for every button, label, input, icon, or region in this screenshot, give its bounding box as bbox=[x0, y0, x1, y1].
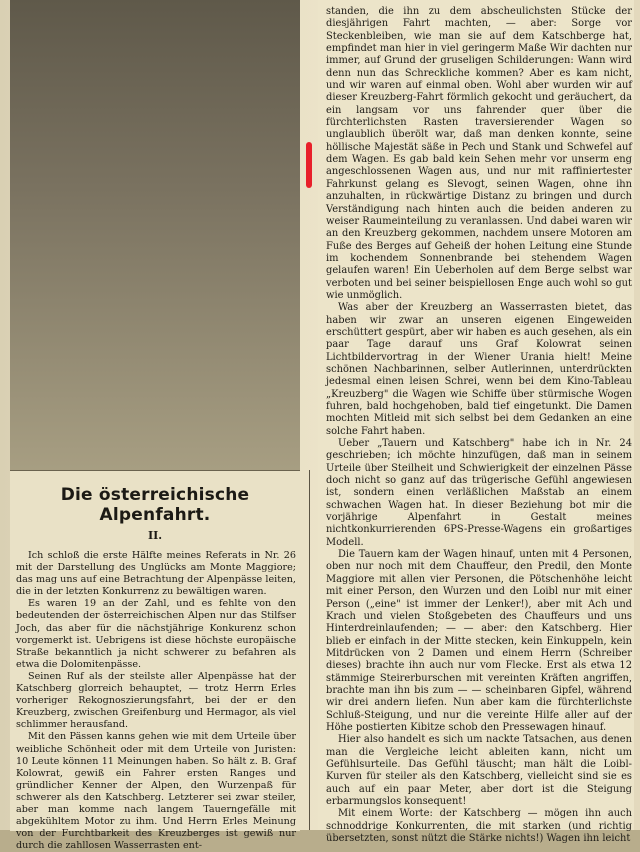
red-annotation-mark bbox=[306, 142, 312, 188]
paragraph: Mit den Pässen kanns gehen wie mit dem Urteile über weibliche Schönheit oder mit dem Urteile von Juristen: 10 Leute können 11 Meinungen haben. So hält z. B. Graf Kolowrat, gewiß ein Fahrer ersten Ranges und gründlicher Kenner der Alpen, den Wurzenpaß für schwerer als den Katschberg. Letzterer sei zwar steiler, aber man komme nach langem Tauerngefälle mit abgekühltem Motor zu ihm. Und Herrn Erles Meinung von der Furchtbarkeit des Kreuzberges ist gewiß nur durch die zahllosen Wasserrasten ent- bbox=[16, 731, 296, 852]
section-number: II. bbox=[147, 529, 163, 542]
paragraph: Es waren 19 an der Zahl, und es fehlte von den bedeutenden der österreichischen Alpen nur das Stilfser Joch, das aber für die nächstjährige Konkurenz schon vorgemerkt ist. Uebrigens ist diese höchste europäische Straße bekanntlich ja nicht schwerer zu befahren als etwa die Dolomitenpässe. bbox=[16, 598, 296, 670]
paragraph: standen, die ihn zu dem abscheulichsten Stücke der diesjährigen Fahrt machten, — aber: Sorge vor Steckenbleiben, wie man sie auf dem Katschberge hat, empfindet man hier in viel geringerm Maße Wir dachten nur immer, auf Grund der gruseligen Schilderungen: Wann wird denn nun das Schreckliche kommen? Aber es kam nicht, und wir waren auf einmal oben. Wohl aber wurden wir auf dieser Kreuzberg-Fahrt förmlich gekocht und geräuchert, da ein langsam vor uns fahrender quer über die fürchterlichsten Rasten traversierender Wagen so unglaublich überölt war, daß man denken konnte, seine höllische Majestät säße in Pech und Stank und Schwefel auf dem Wagen. Es gab bald kein Sehen mehr vor unserm eng angeschlossenen Wagen aus, und nur mit raffiniertester Fahrkunst gelang es Slevogt, seinen Wagen, ohne ihn anzuhalten, in rückwärtige Distanz zu bringen und durch Verständigung nach hinten auch die beiden anderen zu weiser Raumeinteilung zu veranlassen. Und dabei waren wir an den Kreuzberg gekommen, nachdem unsere Motoren am Fuße des Berges auf Geheiß der hohen Leitung eine Stunde im kochendem Sonnenbrande bei stehendem Wagen gelaufen waren! Ein Ueberholen auf dem Berge selbst war verboten und bei seiner beispiellosen Enge auch wohl so gut wie unmöglich. bbox=[326, 6, 632, 301]
paragraph: Ueber „Tauern und Katschberg" habe ich in Nr. 24 geschrieben; ich möchte hinzufügen, daß man in seinem Urteile über Steilheit und Schwierigkeit der einzelnen Pässe doch nicht so ganz auf das trügerische Gefühl angewiesen ist, sondern einen verläßlichen Maßstab an einem schwachen Wagen hat. In dieser Beziehung bot mir die vorjährige Alpenfahrt in Gestalt meines nichtkonkurrierenden 6PS-Presse-Wagens ein großartiges Modell. bbox=[326, 438, 632, 548]
paragraph: Die Tauern kam der Wagen hinauf, unten mit 4 Personen, oben nur noch mit dem Chauffeur, den Predil, den Monte Maggiore mit allen vier Personen, die Pötschenhöhe leicht mit einer Person, den Wurzen und den Loibl nur mit einer Person („eine" ist immer der Lenker!), aber mit Ach und Krach und vielen Stoßgebeten des Chauffeurs und uns Hinterdreinlaufenden; — — aber: den Katschberg. Hier blieb er einfach in der Mitte stecken, kein Einkuppeln, kein Mitdrücken von 2 Damen und einem Herrn (Schreiber dieses) brachte ihn auch nur vom Flecke. Erst als etwa 12 stämmige Steirerburschen mit vereinten Kräften angriffen, brachte man ihn bis zum — — scheinbaren Gipfel, während wir drei andern liefen. Nun aber kam die fürchterlichste Schluß-Steigung, und nur die vereinte Hilfe aller auf der Höhe postierten Kibitze schob den Pressewagen hinauf. bbox=[326, 549, 632, 733]
paragraph: Seinen Ruf als der steilste aller Alpenpässe hat der Katschberg glorreich behauptet, — trotz Herrn Erles vorheriger Rekognoszierungsfahrt, bei der er den Kreuzberg, zwischen Greifenburg und Hermagor, als viel schlimmer herausfand. bbox=[16, 670, 296, 731]
article-title: Die österreichische Alpenfahrt. bbox=[60, 485, 250, 525]
blank-upper-area bbox=[10, 0, 300, 470]
paragraph: Ich schloß die erste Hälfte meines Referats in Nr. 26 mit der Darstellung des Unglücks am Monte Maggiore; das mag uns auf eine Betrachtung der Alpenpässe leiten, die in der letzten Konkurrenz zu bewältigen waren. bbox=[16, 550, 296, 598]
paragraph: Hier also handelt es sich um nackte Tatsachen, aus denen man die Vergleiche leicht ableiten kann, nicht um Gefühlsurteile. Das Gefühl täuscht; man hält die Loibl-Kurven für steiler als den Katschberg, vielleicht sind sie es auch auf ein paar Meter, aber dort ist die Steigung erbarmungslos konsequent! bbox=[326, 734, 632, 807]
paragraph: Mit einem Worte: der Katschberg — mögen ihn auch schnoddrige Konkurrenten, die mit starken (und richtig übersetzten, sonst nützt die Stärke nichts!) Wagen ihn leicht bbox=[326, 808, 632, 845]
left-column bbox=[10, 0, 300, 852]
column-divider bbox=[309, 470, 310, 830]
right-column bbox=[318, 0, 634, 845]
paragraph: Was aber der Kreuzberg an Wasserrasten bietet, das haben wir zwar an unseren eigenen Eingeweiden erschüttert gespürt, aber wir haben es auch gesehen, als ein paar Tage darauf uns Graf Kolowrat seinen Lichtbildervortrag in der Wiener Urania hielt! Meine schönen Nachbarinnen, selber Autlerinnen, unterdrückten jedesmal einen leisen Schrei, wenn bei dem Kino-Tableau „Kreuzberg" die Wagen wie Schiffe über stürmische Wogen fuhren, bald hochgehoben, bald tief eingetunkt. Die Damen mochten Mitleid mit sich selbst bei dem Gedanken an eine solche Fahrt haben. bbox=[326, 302, 632, 437]
article-start bbox=[10, 470, 300, 852]
